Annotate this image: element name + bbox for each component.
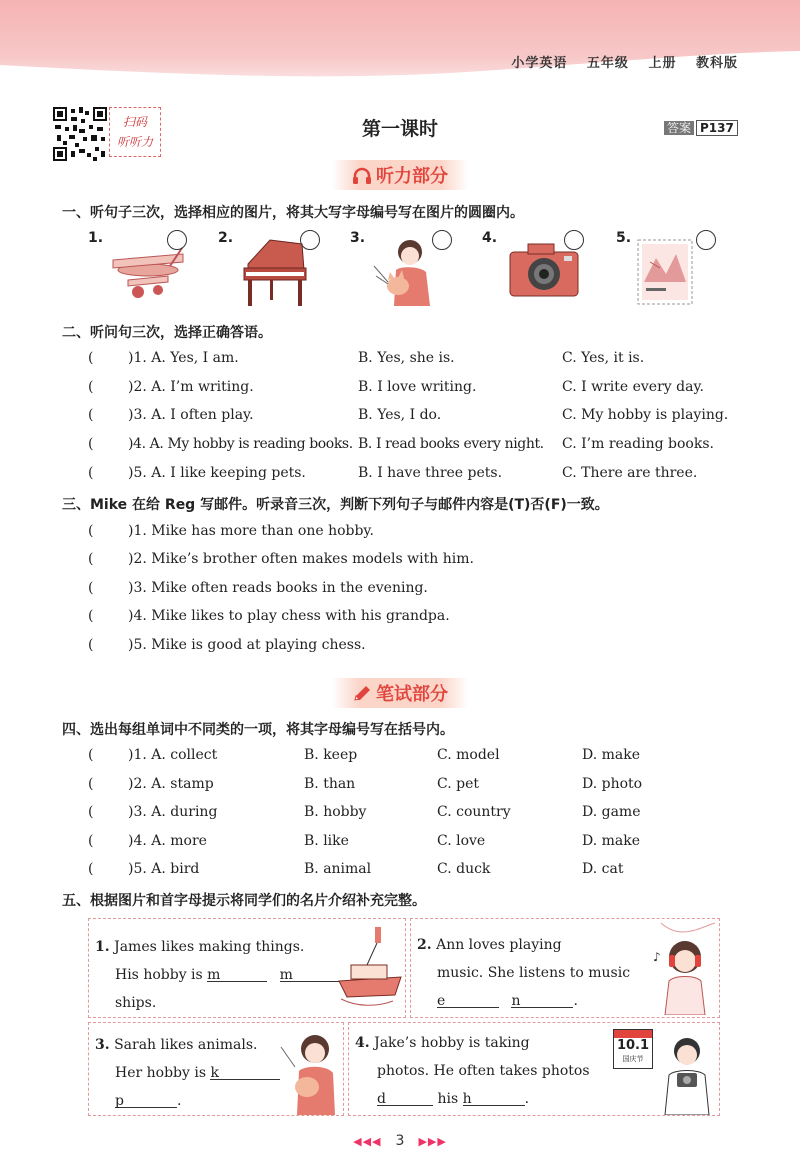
headphones-icon (352, 167, 372, 185)
book-info (497, 52, 738, 71)
pic-4-number: 4. (482, 230, 498, 246)
answer-paren[interactable]: ( (88, 776, 94, 792)
answer-paren[interactable]: ( (88, 747, 94, 763)
q4-option-d: D. cat (582, 861, 624, 877)
q2-option-b: B. I read books every night. (358, 436, 544, 452)
piano-icon (240, 236, 310, 308)
answer-circle[interactable] (432, 230, 452, 250)
answer-paren[interactable]: ( (88, 637, 94, 653)
term-label: 上册 (648, 56, 677, 71)
q4-option-a: )3. A. during (128, 804, 218, 820)
q4-option-b: B. keep (304, 747, 358, 763)
page-number: 3 (395, 1133, 405, 1149)
pencil-icon (352, 685, 372, 703)
card-text: James likes making things. (114, 939, 305, 955)
q2-option-a: )5. A. I like keeping pets. (128, 465, 306, 481)
q4-option-b: B. animal (304, 861, 372, 877)
q3-statement: )3. Mike often reads books in the evening. (128, 580, 428, 596)
answer-paren[interactable]: ( (88, 551, 94, 567)
answer-paren[interactable]: ( (88, 833, 94, 849)
q3-instruction: 三、Mike 在给 Reg 写邮件。听录音三次，判断下列句子与邮件内容是(T)否(F)一致。 (62, 497, 609, 513)
card-text: photos. He often takes photos (377, 1063, 590, 1079)
q2-option-b: B. I have three pets. (358, 465, 503, 481)
card-3 (88, 1022, 344, 1116)
q1-instruction: 一、听句子三次，选择相应的图片，将其大写字母编号写在图片的圆圈内。 (62, 205, 524, 221)
q4-option-c: C. model (437, 747, 500, 763)
answer-paren[interactable]: ( (88, 804, 94, 820)
answer-circle[interactable] (564, 230, 584, 250)
answer-circle[interactable] (300, 230, 320, 250)
writing-section-header (0, 678, 800, 708)
q4-option-d: D. game (582, 804, 641, 820)
answer-paren[interactable]: ( (88, 861, 94, 877)
answer-circle[interactable] (167, 230, 187, 250)
next-page-arrows[interactable]: ▶▶▶ (418, 1135, 447, 1148)
fill-blank[interactable]: m (280, 967, 346, 982)
listening-section-header (0, 160, 800, 190)
q4-option-a: )2. A. stamp (128, 776, 214, 792)
q2-option-a: )4. A. My hobby is reading books. (128, 436, 353, 452)
q4-option-b: B. like (304, 833, 349, 849)
answer-paren[interactable]: ( (88, 379, 94, 395)
prev-page-arrows[interactable]: ◀◀◀ (353, 1135, 382, 1148)
listening-section-title: 听力部分 (376, 166, 448, 187)
page-header (0, 0, 800, 82)
q3-statement: )1. Mike has more than one hobby. (128, 523, 374, 539)
q4-option-a: )4. A. more (128, 833, 207, 849)
pic-5-number: 5. (616, 230, 632, 246)
name-cards (88, 918, 720, 1116)
answer-circle[interactable] (696, 230, 716, 250)
card-text: ships. (115, 995, 157, 1011)
q2-option-a: )3. A. I often play. (128, 407, 254, 423)
card-2 (410, 918, 720, 1018)
card-4 (348, 1022, 720, 1116)
svg-text:♪: ♪ (653, 950, 661, 964)
q3-statement: )5. Mike is good at playing chess. (128, 637, 366, 653)
card-1 (88, 918, 406, 1018)
q2-option-b: B. Yes, she is. (358, 350, 455, 366)
girl-headphones-icon (651, 921, 717, 1015)
card-number: 1. (95, 939, 110, 955)
q4-option-d: D. make (582, 747, 641, 763)
pic-1-number: 1. (88, 230, 104, 246)
q4-option-a: )5. A. bird (128, 861, 200, 877)
card-text: his (437, 1091, 463, 1107)
girl-with-cat-icon (277, 1027, 341, 1115)
q2-option-c: C. My hobby is playing. (562, 407, 729, 423)
card-number: 3. (95, 1037, 110, 1053)
fill-blank[interactable]: k (210, 1065, 280, 1080)
calendar-icon (613, 1029, 653, 1069)
q2-option-c: C. I’m reading books. (562, 436, 714, 452)
scan-text: 扫码 (122, 115, 147, 129)
answer-paren[interactable]: ( (88, 523, 94, 539)
card-text: . (573, 993, 578, 1009)
q2-option-b: B. Yes, I do. (358, 407, 442, 423)
pic-2-number: 2. (218, 230, 234, 246)
q2-option-c: C. I write every day. (562, 379, 704, 395)
q4-option-b: B. than (304, 776, 356, 792)
writing-section-title: 笔试部分 (376, 684, 448, 705)
q4-option-d: D. photo (582, 776, 643, 792)
stamp-icon (636, 238, 694, 306)
fill-blank[interactable]: h (463, 1091, 525, 1106)
pic-3-number: 3. (350, 230, 366, 246)
q4-option-d: D. make (582, 833, 641, 849)
answer-tag: 答案 (664, 121, 694, 135)
fill-blank[interactable]: p (115, 1093, 177, 1108)
girl-cat-icon (368, 236, 440, 308)
q2-option-c: C. There are three. (562, 465, 698, 481)
page-footer (0, 1133, 800, 1149)
q4-option-c: C. pet (437, 776, 479, 792)
fill-blank[interactable]: d (377, 1091, 433, 1106)
model-ship-icon (337, 925, 403, 1011)
answer-reference[interactable] (664, 119, 738, 136)
q4-instruction: 四、选出每组单词中不同类的一项，将其字母编号写在括号内。 (62, 722, 454, 738)
calendar-label: 国庆节 (622, 1055, 644, 1063)
q3-statement: )2. Mike’s brother often makes models with him. (128, 551, 474, 567)
card-number: 2. (417, 937, 432, 953)
q5-instruction: 五、根据图片和首字母提示将同学们的名片介绍补充完整。 (62, 893, 426, 909)
answer-paren[interactable]: ( (88, 580, 94, 596)
answer-paren[interactable]: ( (88, 608, 94, 624)
q2-option-a: )1. A. Yes, I am. (128, 350, 239, 366)
card-text: His hobby is (115, 967, 208, 983)
edition-label: 教科版 (695, 56, 738, 71)
q4-option-c: C. love (437, 833, 486, 849)
q4-option-a: )1. A. collect (128, 747, 218, 763)
card-text: Jake’s hobby is taking (374, 1035, 530, 1051)
q2-option-a: )2. A. I’m writing. (128, 379, 254, 395)
fill-blank[interactable]: m (207, 967, 267, 982)
q4-option-b: B. hobby (304, 804, 367, 820)
answer-paren[interactable]: ( (88, 407, 94, 423)
card-text: Her hobby is (115, 1065, 211, 1081)
grade-label: 五年级 (586, 56, 629, 71)
subject-label: 小学英语 (511, 56, 568, 71)
answer-page: P137 (696, 120, 738, 136)
card-text: . (177, 1093, 182, 1109)
card-text: . (524, 1091, 530, 1107)
answer-paren[interactable]: ( (88, 350, 94, 366)
fill-blank[interactable]: n (511, 993, 573, 1008)
calendar-date: 10.1 (616, 1038, 650, 1053)
listen-text: 听听力 (116, 135, 153, 149)
boy-camera-icon (657, 1033, 717, 1115)
q4-option-c: C. country (437, 804, 511, 820)
answer-paren[interactable]: ( (88, 465, 94, 481)
fill-blank[interactable]: e (437, 993, 499, 1008)
card-text: Ann loves playing (436, 937, 562, 953)
card-number: 4. (355, 1035, 370, 1051)
card-text: music. She listens to music (437, 965, 631, 981)
card-text: Sarah likes animals. (114, 1037, 258, 1053)
q3-statement: )4. Mike likes to play chess with his grandpa. (128, 608, 450, 624)
q2-instruction: 二、听问句三次，选择正确答语。 (62, 325, 272, 341)
q4-option-c: C. duck (437, 861, 491, 877)
page-title: 第一课时 (361, 118, 438, 140)
q2-option-c: C. Yes, it is. (562, 350, 645, 366)
q2-option-b: B. I love writing. (358, 379, 477, 395)
answer-paren[interactable]: ( (88, 436, 94, 452)
